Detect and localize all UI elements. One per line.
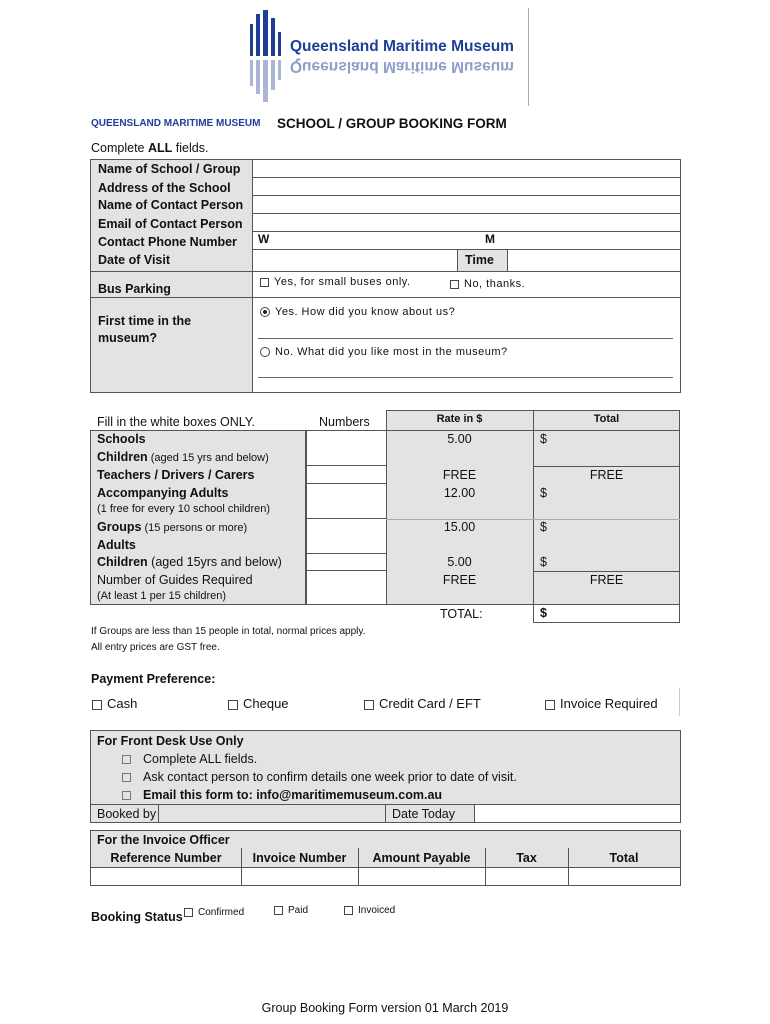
credit-card-checkbox[interactable] [364, 700, 374, 710]
contact-name-field[interactable] [253, 196, 680, 213]
fees-row-guides-note: (At least 1 per 15 children) [97, 590, 227, 602]
phone-work-field[interactable] [272, 232, 472, 248]
logo-text-reflection: Queensland Maritime Museum [290, 58, 514, 75]
item-1-checkbox[interactable] [122, 755, 131, 764]
payment-cheque-option[interactable]: Cheque [228, 696, 289, 711]
logo-divider [528, 8, 529, 106]
invoice-col-amount: Amount Payable [372, 851, 471, 865]
fees-row-groups: Groups (15 persons or more) [97, 520, 248, 534]
school-address-field[interactable] [253, 178, 680, 195]
invoice-col-reference: Reference Number [110, 851, 222, 865]
first-time-yes-option[interactable]: Yes. How did you know about us? [260, 306, 455, 318]
total-teachers: FREE [589, 468, 624, 482]
first-time-yes-radio[interactable] [260, 307, 270, 317]
invoice-total-field[interactable] [569, 868, 680, 885]
fees-total-value: $ [540, 606, 547, 620]
logo-mark-icon [248, 10, 288, 106]
footer-version: Group Booking Form version 01 March 2019 [261, 1001, 509, 1015]
invoice-tax-field[interactable] [486, 868, 568, 885]
first-time-label: First time in the museum? [98, 314, 192, 345]
bus-parking-yes-option[interactable]: Yes, for small buses only. [260, 276, 411, 288]
first-time-no-answer-line[interactable] [258, 377, 673, 378]
cash-checkbox[interactable] [92, 700, 102, 710]
total-children: $ [540, 432, 547, 446]
form-title: SCHOOL / GROUP BOOKING FORM [277, 116, 507, 131]
item-3-checkbox[interactable] [122, 791, 131, 800]
invoice-title: For the Invoice Officer [97, 833, 230, 847]
first-time-yes-answer-line[interactable] [258, 338, 673, 339]
fees-row-schools: Schools [97, 432, 146, 446]
confirmed-checkbox[interactable] [184, 908, 193, 917]
label-contact-email: Email of Contact Person [98, 217, 243, 231]
label-school-name: Name of School / Group [98, 162, 241, 176]
status-confirmed-option[interactable]: Confirmed [184, 907, 244, 918]
front-desk-item-3: Email this form to: info@maritimemuseum.com.au [122, 788, 442, 802]
date-today-field[interactable] [474, 805, 680, 822]
numbers-group-children-field[interactable] [306, 553, 387, 571]
front-desk-item-2: Ask contact person to confirm details one week prior to date of visit. [122, 770, 517, 784]
phone-mobile-label: M [485, 232, 495, 246]
total-group-children: $ [540, 555, 547, 569]
first-time-no-option[interactable]: No. What did you like most in the museum? [260, 346, 508, 358]
instruction: Complete ALL fields. [91, 141, 209, 155]
invoice-col-total: Total [609, 851, 639, 865]
invoice-checkbox[interactable] [545, 700, 555, 710]
total-adults: $ [540, 486, 547, 500]
payment-cash-option[interactable]: Cash [92, 696, 137, 711]
bus-yes-checkbox[interactable] [260, 278, 269, 287]
fees-col-total: Total [593, 413, 620, 425]
label-contact-phone: Contact Phone Number [98, 235, 237, 249]
booked-by-field[interactable] [158, 805, 385, 822]
booked-by-label: Booked by [97, 807, 157, 821]
label-school-address: Address of the School [98, 181, 231, 195]
phone-mobile-field[interactable] [500, 232, 680, 248]
fees-row-accompanying-adults: Accompanying Adults [97, 486, 229, 500]
date-of-visit-field[interactable] [253, 250, 457, 270]
school-name-field[interactable] [253, 160, 680, 177]
item-2-checkbox[interactable] [122, 773, 131, 782]
numbers-children-field[interactable] [306, 430, 387, 466]
bus-parking-label: Bus Parking [98, 282, 171, 296]
paid-checkbox[interactable] [274, 906, 283, 915]
rate-children: 5.00 [447, 432, 472, 446]
payment-title: Payment Preference: [91, 672, 216, 686]
time-field[interactable] [509, 250, 680, 270]
fees-note-groups: If Groups are less than 15 people in total, normal prices apply. [91, 626, 366, 637]
front-desk-item-1: Complete ALL fields. [122, 752, 257, 766]
numbers-group-adults-field[interactable] [306, 518, 387, 554]
fees-row-teachers: Teachers / Drivers / Carers [97, 468, 255, 482]
payment-invoice-option[interactable]: Invoice Required [545, 696, 658, 711]
fees-row-adults-note: (1 free for every 10 school children) [97, 503, 271, 515]
numbers-guides-field[interactable] [306, 570, 387, 605]
fees-col-rate: Rate in $ [436, 413, 483, 425]
status-paid-option[interactable]: Paid [274, 905, 308, 916]
first-time-no-radio[interactable] [260, 347, 270, 357]
fees-row-school-children: Children (aged 15 yrs and below) [97, 450, 269, 464]
total-groups: $ [540, 520, 547, 534]
invoice-amount-field[interactable] [359, 868, 485, 885]
invoice-col-invoice-number: Invoice Number [252, 851, 347, 865]
status-invoiced-option[interactable]: Invoiced [344, 905, 395, 916]
rate-teachers: FREE [442, 468, 477, 482]
fees-total-cell[interactable] [533, 604, 680, 623]
fees-row-group-children: Children (aged 15yrs and below) [97, 555, 282, 569]
payment-credit-card-option[interactable]: Credit Card / EFT [364, 696, 481, 711]
date-today-label: Date Today [392, 807, 456, 821]
invoice-reference-field[interactable] [91, 868, 241, 885]
fees-col-numbers: Numbers [319, 415, 370, 429]
invoice-number-field[interactable] [242, 868, 358, 885]
invoiced-checkbox[interactable] [344, 906, 353, 915]
bus-no-checkbox[interactable] [450, 280, 459, 289]
bus-parking-no-option[interactable]: No, thanks. [450, 278, 525, 290]
contact-email-field[interactable] [253, 214, 680, 231]
fees-note-gst: All entry prices are GST free. [91, 642, 220, 653]
invoice-col-tax: Tax [516, 851, 537, 865]
total-guides: FREE [589, 573, 624, 587]
fees-row-guides: Number of Guides Required [97, 573, 253, 587]
label-date-of-visit: Date of Visit [98, 253, 171, 267]
museum-logo [248, 10, 528, 106]
rate-adults: 12.00 [443, 486, 476, 500]
time-label: Time [465, 253, 494, 267]
rate-groups: 15.00 [443, 520, 476, 534]
label-contact-name: Name of Contact Person [98, 198, 244, 212]
cheque-checkbox[interactable] [228, 700, 238, 710]
fees-intro: Fill in the white boxes ONLY. [97, 415, 255, 429]
fees-total-label: TOTAL: [440, 607, 483, 621]
org-name: QUEENSLAND MARITIME MUSEUM [91, 118, 261, 129]
phone-work-label: W [258, 232, 270, 246]
fees-row-group-adults: Adults [97, 538, 136, 552]
numbers-adults-field[interactable] [306, 483, 387, 519]
logo-text: Queensland Maritime Museum [290, 38, 514, 55]
numbers-teachers-field[interactable] [306, 465, 387, 484]
rate-guides: FREE [442, 573, 477, 587]
rate-group-children: 5.00 [447, 555, 472, 569]
front-desk-title: For Front Desk Use Only [97, 734, 244, 748]
booking-status-label: Booking Status [91, 910, 183, 924]
